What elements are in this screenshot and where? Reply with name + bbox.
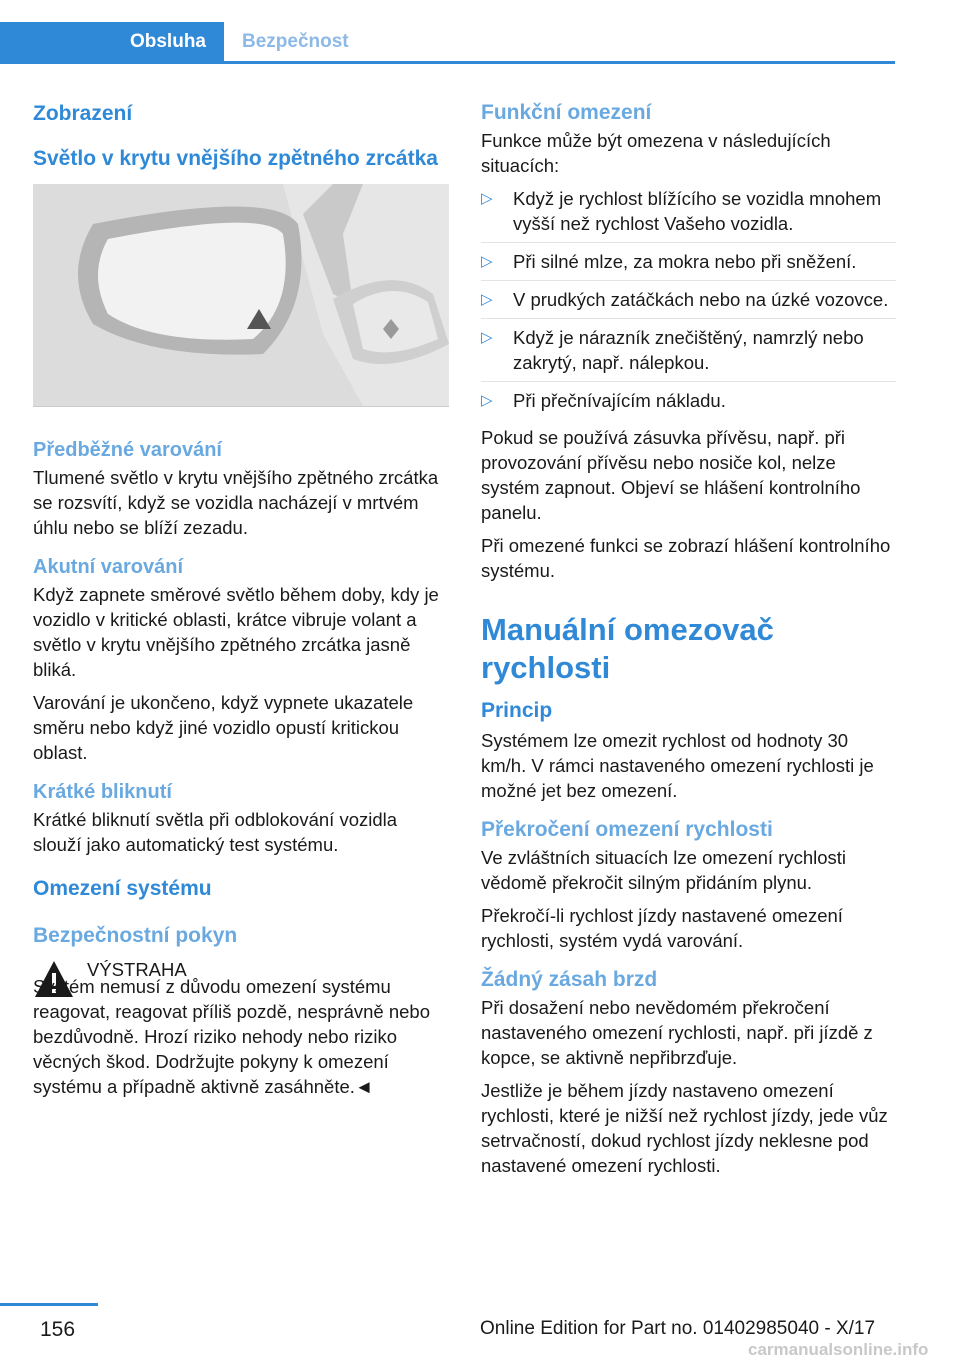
list-item: ▷ Při silné mlze, za mokra nebo při sněžení. bbox=[481, 249, 896, 281]
heading-manualni: Manuální omezovač rychlosti bbox=[481, 612, 774, 685]
header-rule bbox=[0, 61, 895, 64]
heading-funkcni: Funkční omezení bbox=[481, 101, 652, 124]
text-prekroceni-2: Překročí-li rychlost jízdy nastavené omezení rychlosti, systém vydá varování. bbox=[481, 905, 843, 951]
edition-label: Online Edition for Part no. 01402985040 - X/17 bbox=[480, 1318, 876, 1339]
tab-obsluha[interactable]: Obsluha bbox=[0, 22, 224, 62]
bullet-list bbox=[481, 186, 896, 419]
text-omezene: Při omezené funkci se zobrazí hlášení kontrolního systému. bbox=[481, 535, 891, 581]
triangle-bullet-icon: ▷ bbox=[481, 291, 493, 308]
heading-prekroceni: Překročení omezení rychlosti bbox=[481, 818, 773, 841]
heading-zadny: Žádný zásah brzd bbox=[481, 968, 658, 991]
text-zadny-1: Při dosažení nebo nevědomém překročení nastaveného omezení rychlosti, např. při jízdě z kopce, se aktivně nepřibrzďuje. bbox=[481, 997, 873, 1068]
text-predbezne: Tlumené světlo v krytu vnějšího zpětného zrcátka se rozsvítí, když se vozidla nacházejí v mrtvém úhlu nebo se blíží zezadu. bbox=[33, 467, 439, 538]
left-column bbox=[33, 100, 449, 1107]
warning-title: VÝSTRAHA bbox=[87, 959, 187, 980]
text-akutni-2: Varování je ukončeno, když vypnete ukazatele směru nebo když jiné vozidlo opustí kritickou oblast. bbox=[33, 692, 414, 763]
triangle-bullet-icon: ▷ bbox=[481, 329, 493, 346]
text-prekroceni-1: Ve zvláštních situacích lze omezení rychlosti vědomě překročit silným přidáním plynu. bbox=[481, 847, 847, 893]
list-item: ▷ Když je rychlost blížícího se vozidla mnohem vyšší než rychlost Vašeho vozidla. bbox=[481, 186, 896, 243]
heading-akutni: Akutní varování bbox=[33, 556, 184, 578]
heading-bezpecnostni: Bezpečnostní pokyn bbox=[33, 924, 238, 947]
text-funkcni: Funkce může být omezena v následujících situacích: bbox=[481, 130, 831, 176]
heading-omezeni: Omezení systému bbox=[33, 877, 212, 900]
list-item: ▷ Při přečnívajícím nákladu. bbox=[481, 390, 726, 411]
heading-svetlo: Světlo v krytu vnějšího zpětného zrcátka bbox=[33, 147, 438, 170]
triangle-bullet-icon: ▷ bbox=[481, 253, 493, 270]
heading-kratke: Krátké bliknutí bbox=[33, 781, 172, 803]
mirror-illustration bbox=[33, 184, 449, 407]
right-column bbox=[481, 100, 896, 1186]
triangle-bullet-icon: ▷ bbox=[481, 392, 493, 409]
heading-princip: Princip bbox=[481, 699, 553, 722]
header-tabs bbox=[0, 22, 895, 62]
list-item: ▷ Když je nárazník znečištěný, namrzlý nebo zakrytý, např. nálepkou. bbox=[481, 325, 896, 382]
text-zasuvka: Pokud se používá zásuvka přívěsu, např. při provozování přívěsu nebo nosiče kol, nelze systém zapnout. Objeví se hlášení kontrolního panelu. bbox=[481, 427, 861, 523]
warning-text: Systém nemusí z důvodu omezení systému reagovat, reagovat příliš pozdě, nesprávně nebo bezdůvodně. Hrozí riziko nehody nebo riziko věcných škod. Dodržujte pokyny k omezení systému a případně aktivně zasáhněte.◄ bbox=[33, 976, 430, 1097]
text-kratke: Krátké bliknutí světla při odblokování vozidla slouží jako automatický test systému. bbox=[33, 809, 398, 855]
heading-zobrazeni: Zobrazení bbox=[33, 102, 133, 125]
text-princip: Systémem lze omezit rychlost od hodnoty 30 km/h. V rámci nastaveného omezení rychlosti je možné jet bez omezení. bbox=[481, 730, 874, 801]
page-number: 156 bbox=[40, 1318, 76, 1341]
mirror-image bbox=[33, 184, 449, 406]
heading-predbezne: Předběžné varování bbox=[33, 439, 222, 461]
text-akutni-1: Když zapnete směrové světlo během doby, kdy je vozidlo v kritické oblasti, krátce vibruje volant a světlo v krytu vnějšího zpětného zrcátka jasně bliká. bbox=[33, 584, 439, 680]
footer-rule bbox=[0, 1303, 98, 1306]
tab-bezpecnost[interactable]: Bezpečnost bbox=[242, 31, 349, 52]
triangle-bullet-icon: ▷ bbox=[481, 190, 493, 207]
text-zadny-2: Jestliže je během jízdy nastaveno omezení rychlosti, které je nižší než rychlost jízdy, jede vůz setrvačností, dokud rychlost jízdy neklesne pod nastavené omezení rychlosti. bbox=[481, 1080, 888, 1176]
watermark: carmanualsonline.info bbox=[748, 1340, 929, 1359]
list-item: ▷ V prudkých zatáčkách nebo na úzké vozovce. bbox=[481, 287, 896, 319]
